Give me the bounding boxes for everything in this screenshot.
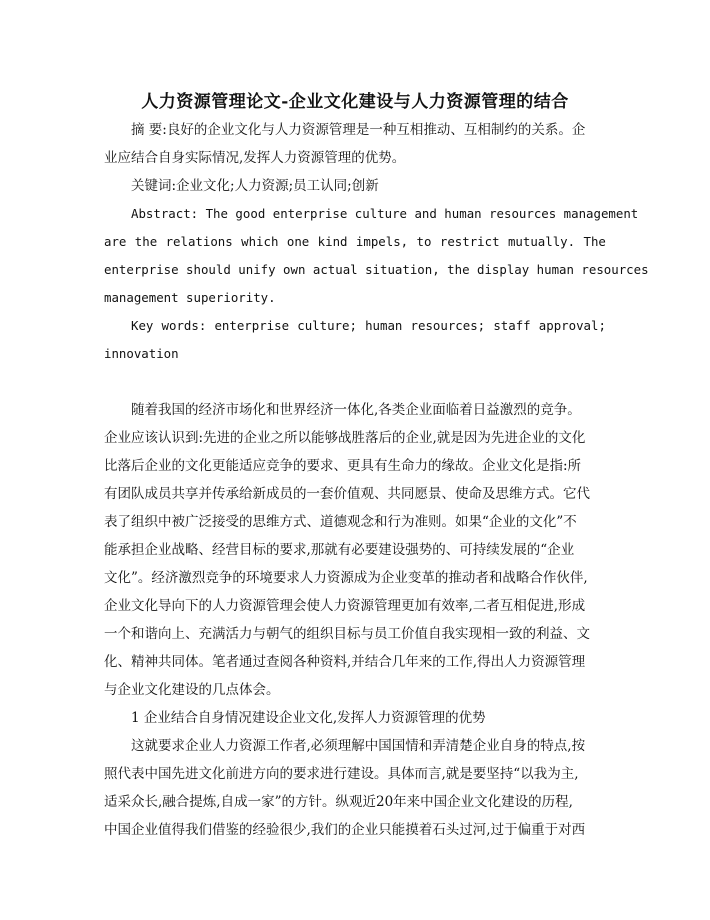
- abstract-word: the: [134, 234, 158, 249]
- section-heading: 1 企业结合自身情况建设企业文化,发挥人力资源管理的优势: [131, 710, 486, 726]
- body-line-14: 适采众长,融合提炼,自成一家”的方针。纵观近20年来中国企业文化建设的历程,: [104, 794, 573, 810]
- abstract-word: restrict: [439, 234, 500, 249]
- body-line-10: 化、精神共同体。笔者通过查阅各种资料,并结合几年来的工作,得出人力资源管理: [104, 654, 586, 670]
- body-line-9: 一个和谐向上、充满活力与朝气的组织目标与员工价值自我实现相一致的利益、文: [104, 626, 590, 642]
- body-line-6: 能承担企业战略、经营目标的要求,那就有必要建设强势的、可持续发展的“企业: [104, 542, 575, 558]
- keywords-en-line-2: innovation: [104, 346, 179, 361]
- body-line-5: 表了组织中被广泛接受的思维方式、道德观念和行为准则。如果“企业的文化”不: [104, 514, 577, 530]
- keyword-word: approval;: [538, 318, 606, 333]
- body-line-12: 这就要求企业人力资源工作者,必须理解中国国情和弄清楚企业自身的特点,按: [131, 738, 586, 754]
- abstract-word: relations: [165, 234, 233, 249]
- keyword-word: culture;: [297, 318, 357, 333]
- keyword-word: words:: [161, 318, 207, 333]
- body-line-13: 照代表中国先进文化前进方向的要求进行建设。具体而言,就是要坚持“以我为主,: [104, 766, 579, 782]
- abstract-en-line-3: enterprise should unify own actual situation, the display human resources: [104, 262, 649, 277]
- body-line-15: 中国企业值得我们借鉴的经验很少,我们的企业只能摸着石头过河,过于偏重于对西: [104, 822, 586, 838]
- keyword-word: staff: [493, 318, 531, 333]
- body-line-7: 文化”。经济激烈竞争的环境要求人力资源成为企业变革的推动者和战略合作伙伴,: [104, 570, 588, 586]
- body-line-2: 企业应该认识到:先进的企业之所以能够战胜落后的企业,就是因为先进企业的文化: [104, 430, 586, 446]
- abstract-word: kind: [317, 234, 348, 249]
- keywords-cn: 关键词:企业文化;人力资源;员工认同;创新: [131, 178, 379, 194]
- body-line-3: 比落后企业的文化更能适应竞争的要求、更具有生命力的缘故。企业文化是指:所: [104, 458, 582, 474]
- abstract-cn-line-1: 摘 要:良好的企业文化与人力资源管理是一种互相推动、互相制约的关系。企: [131, 122, 586, 138]
- abstract-en-line-1: Abstract: The good enterprise culture and human resources management: [131, 206, 639, 221]
- keywords-en-line-1: [131, 317, 606, 335]
- abstract-word: which: [241, 234, 279, 249]
- abstract-word: The: [583, 234, 606, 249]
- abstract-word: mutually.: [507, 234, 576, 249]
- body-line-8: 企业文化导向下的人力资源管理会使人力资源管理更加有效率,二者互相促进,形成: [104, 598, 586, 614]
- abstract-word: are: [104, 234, 127, 249]
- abstract-word: to: [416, 234, 432, 249]
- abstract-cn-line-2: 业应结合自身实际情况,发挥人力资源管理的优势。: [104, 150, 406, 166]
- body-line-1: 随着我国的经济市场化和世界经济一体化,各类企业面临着日益激烈的竞争。: [131, 402, 581, 418]
- keyword-word: Key: [131, 318, 154, 333]
- keyword-word: resources;: [410, 318, 486, 333]
- body-line-4: 有团队成员共享并传承给新成员的一套价值观、共同愿景、使命及思维方式。它代: [104, 486, 590, 502]
- body-line-11: 与企业文化建设的几点体会。: [104, 682, 280, 698]
- abstract-word: impels,: [355, 234, 409, 249]
- abstract-word: one: [286, 234, 310, 249]
- abstract-en-line-4: management superiority.: [104, 290, 276, 305]
- document-title: 人力资源管理论文-企业文化建设与人力资源管理的结合: [141, 92, 569, 112]
- abstract-en-line-2: [104, 233, 606, 251]
- keyword-word: enterprise: [214, 318, 290, 333]
- keyword-word: human: [365, 318, 403, 333]
